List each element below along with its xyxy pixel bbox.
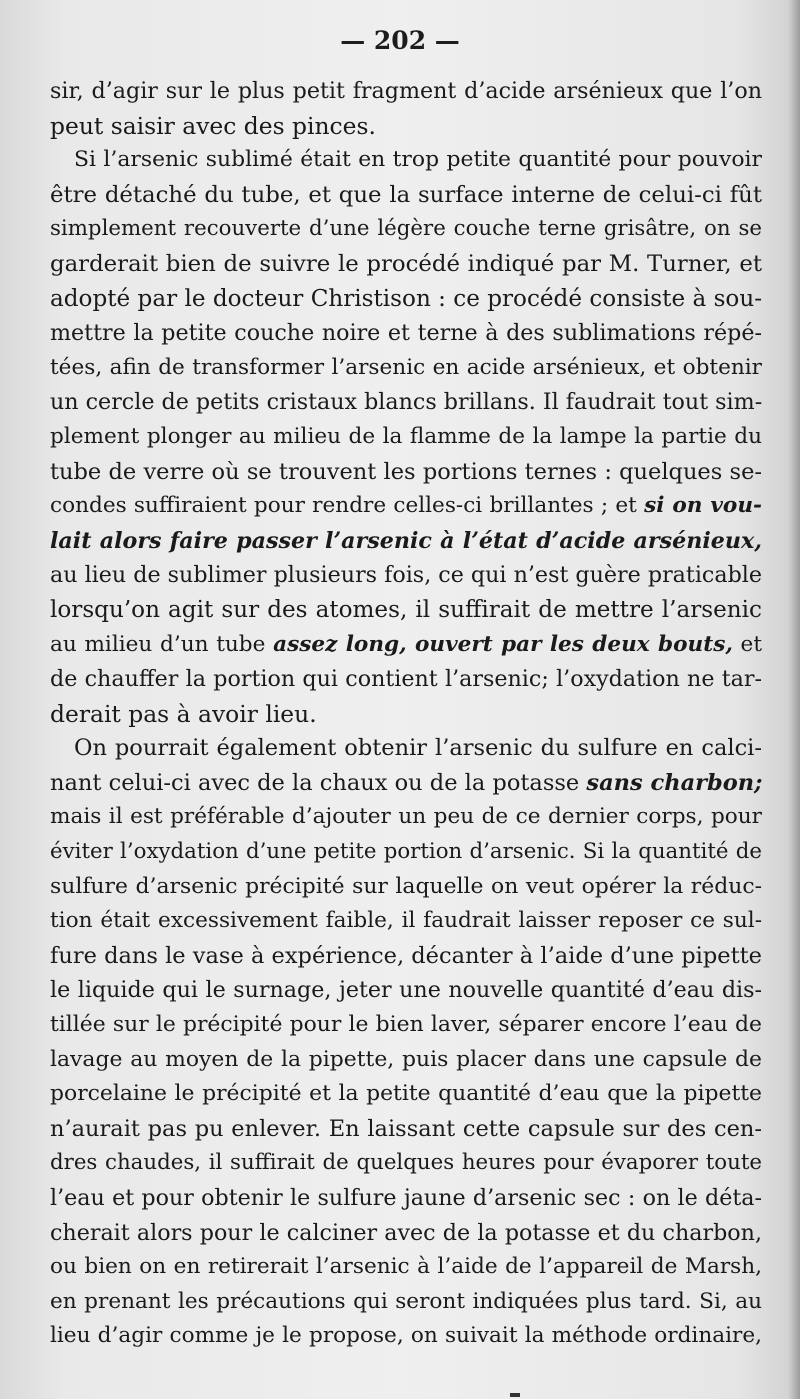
text-line-roman: tube de verre où se trouvent les portions ternes : quelques se-	[50, 458, 762, 485]
text-line-roman: Si l’arsenic sublimé était en trop petite quantité pour pouvoir	[74, 147, 762, 173]
text-line-roman: derait pas à avoir lieu.	[50, 699, 317, 728]
text-line	[50, 662, 762, 697]
text-line	[50, 420, 762, 455]
text-line-roman: simplement recouverte d’une légère couche terne grisâtre, on se	[50, 216, 762, 242]
text-line-roman: adopté par le docteur Christison : ce procédé consiste à sou-	[50, 285, 762, 312]
text-line	[50, 1043, 762, 1078]
text-line-roman: éviter l’oxydation d’une petite portion d’arsenic. Si la quantité de	[50, 839, 762, 865]
text-line	[50, 489, 762, 524]
text-line	[50, 1112, 762, 1147]
text-line	[50, 1216, 762, 1251]
text-line	[50, 143, 762, 178]
text-line-roman: condes suffiraient pour rendre celles-ci brillantes ; et	[50, 493, 645, 519]
text-line	[50, 939, 762, 974]
text-line-roman-after: et	[732, 631, 763, 657]
text-line	[50, 212, 762, 247]
text-line	[50, 316, 762, 351]
text-line	[50, 1250, 762, 1285]
text-line-roman: ou bien on en retirerait l’arsenic à l’aide de l’appareil de Marsh,	[50, 1254, 762, 1280]
text-line-roman: tillée sur le précipité pour le bien laver, séparer encore l’eau de	[50, 1012, 762, 1038]
text-line	[50, 697, 762, 732]
text-line-italic: si on vou-	[644, 493, 762, 519]
text-line-italic: sans charbon;	[586, 769, 763, 796]
text-line-roman: cherait alors pour le calciner avec de la potasse et du charbon,	[50, 1219, 762, 1246]
text-line-roman: lieu d’agir comme je le propose, on suivait la méthode ordinaire,	[50, 1323, 762, 1349]
text-line	[50, 904, 762, 939]
text-line-italic: assez long, ouvert par les deux bouts,	[273, 631, 733, 657]
text-line-roman: de chauffer la portion qui contient l’arsenic; l’oxydation ne tar-	[50, 666, 762, 693]
text-line-roman: n’aurait pas pu enlever. En laissant cette capsule sur des cen-	[50, 1115, 762, 1142]
text-line-roman: un cercle de petits cristaux blancs brillans. Il faudrait tout sim-	[50, 389, 763, 416]
text-line-roman: fure dans le vase à expérience, décanter à l’aide d’une pipette	[50, 942, 762, 969]
text-line	[50, 109, 762, 144]
text-line-roman: nant celui-ci avec de la chaux ou de la potasse	[50, 769, 587, 796]
text-line-roman: au milieu d’un tube	[50, 631, 274, 657]
page-number: — 202 —	[340, 26, 460, 55]
text-line	[50, 766, 762, 801]
text-line-roman: peut saisir avec des pinces.	[50, 111, 376, 140]
text-line	[50, 870, 762, 905]
body-text	[50, 74, 762, 1354]
text-line-roman: mais il est préférable d’ajouter un peu de ce dernier corps, pour	[50, 804, 762, 830]
text-line-roman: garderait bien de suivre le procédé indiqué par M. Turner, et	[50, 250, 762, 277]
text-line	[50, 731, 762, 766]
text-line	[50, 800, 762, 835]
text-line	[50, 385, 762, 420]
text-line-roman: le liquide qui le surnage, jeter une nouvelle quantité d’eau dis-	[50, 977, 762, 1004]
text-line	[50, 351, 762, 386]
text-line-roman: porcelaine le précipité et la petite quantité d’eau que la pipette	[50, 1081, 762, 1107]
text-line-roman: tées, afin de transformer l’arsenic en acide arsénieux, et obtenir	[50, 354, 762, 380]
text-line	[50, 1077, 762, 1112]
text-line	[50, 247, 762, 282]
text-line	[50, 1146, 762, 1181]
text-line	[50, 1008, 762, 1043]
text-line	[50, 593, 762, 628]
text-line-italic: lait alors faire passer l’arsenic à l’état d’acide arsénieux,	[50, 527, 762, 554]
text-line-roman: dres chaudes, il suffirait de quelques heures pour évaporer toute	[50, 1150, 762, 1176]
text-line	[50, 1181, 762, 1216]
text-line-roman: être détaché du tube, et que la surface interne de celui-ci fût	[50, 181, 762, 208]
text-line-roman: sir, d’agir sur le plus petit fragment d’acide arsénieux que l’on	[50, 78, 762, 104]
text-line	[50, 835, 762, 870]
text-line-roman: au lieu de sublimer plusieurs fois, ce qui n’est guère praticable	[50, 562, 762, 589]
text-line-roman: tion était excessivement faible, il faudrait laisser reposer ce sul-	[50, 908, 762, 934]
text-line	[50, 628, 762, 663]
text-line	[50, 1319, 762, 1354]
footer-mark	[510, 1393, 520, 1397]
text-line	[50, 282, 762, 317]
text-line	[50, 74, 762, 109]
text-line	[50, 524, 762, 559]
text-line-roman: lavage au moyen de la pipette, puis placer dans une capsule de	[50, 1046, 762, 1072]
text-line	[50, 973, 762, 1008]
text-line	[50, 455, 762, 490]
text-line	[50, 558, 762, 593]
text-line-roman: mettre la petite couche noire et terne à des sublimations répé-	[50, 320, 762, 347]
text-line-roman: l’eau et pour obtenir le sulfure jaune d’arsenic sec : on le déta-	[50, 1185, 762, 1211]
text-line	[50, 178, 762, 213]
text-line-roman: plement plonger au milieu de la flamme de la lampe la partie du	[50, 423, 762, 449]
text-line-roman: lorsqu’on agit sur des atomes, il suffirait de mettre l’arsenic	[50, 596, 762, 623]
text-line	[50, 1285, 762, 1320]
text-line-roman: en prenant les précautions qui seront indiquées plus tard. Si, au	[50, 1288, 762, 1314]
text-line-roman: On pourrait également obtenir l’arsenic du sulfure en calci-	[74, 735, 762, 762]
text-line-roman: sulfure d’arsenic précipité sur laquelle on veut opérer la réduc-	[50, 873, 762, 899]
